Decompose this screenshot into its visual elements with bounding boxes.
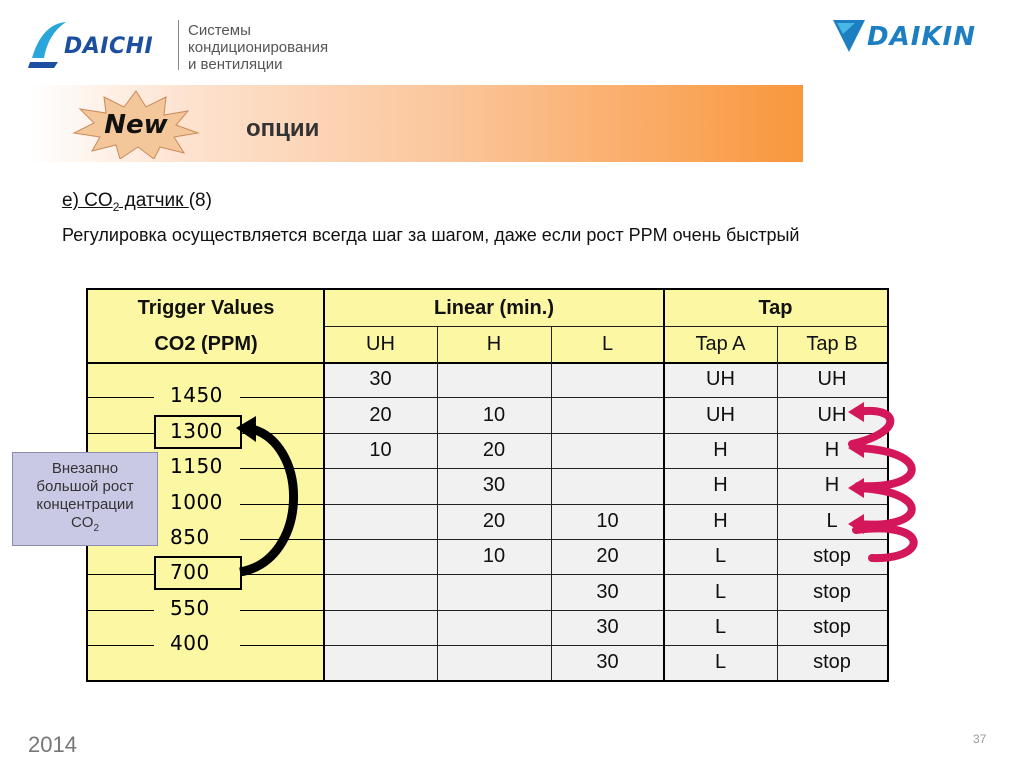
callout-line: Внезапно: [51, 460, 119, 477]
jump-arrow: [240, 428, 294, 572]
ppm-value: 700: [170, 560, 210, 585]
subheader-uh: UH: [324, 326, 437, 362]
table-cell: UH: [817, 368, 847, 391]
table-cell: 10: [369, 438, 392, 461]
table-cell: H: [824, 474, 840, 497]
table-cell: 20: [596, 545, 619, 568]
table-cell: L: [714, 651, 727, 674]
table-cell: stop: [813, 580, 851, 603]
daichi-wordmark: DAICHI: [64, 34, 154, 59]
table-cell: 10: [482, 545, 506, 568]
table-cell: L: [826, 509, 838, 532]
table-cell: 30: [596, 651, 619, 674]
callout-line: концентрации: [36, 496, 134, 513]
banner-title: опции: [246, 115, 320, 142]
table-cell: UH: [706, 368, 735, 391]
table-cell: 20: [482, 509, 506, 532]
step-arrow-2: [856, 448, 912, 486]
table-cell: 10: [596, 509, 619, 532]
table-cell: 30: [596, 580, 619, 603]
callout-subscript: 2: [93, 523, 100, 534]
ppm-value: 850: [170, 525, 210, 549]
table-cell: UH: [706, 403, 735, 426]
table-cell: 30: [596, 615, 619, 638]
table-cell: stop: [813, 545, 851, 568]
badge-text: New: [104, 110, 168, 140]
table-cell: 20: [369, 403, 392, 426]
ppm-value: 1300: [170, 418, 223, 443]
table-cell: 20: [482, 438, 506, 461]
callout-line: большой рост: [36, 478, 134, 495]
subheader-h: H: [437, 326, 551, 362]
linear-header: Linear (min.): [324, 290, 664, 326]
table-cell: stop: [813, 651, 851, 674]
page-number: 37: [973, 732, 987, 746]
table-cell: UH: [817, 403, 847, 426]
heading-prefix: e) CO: [62, 190, 113, 211]
ppm-value: 1000: [170, 489, 223, 514]
tagline-line: и вентиляции: [188, 56, 283, 73]
footer-year: 2014: [28, 732, 77, 757]
table-cell: H: [713, 438, 728, 461]
daikin-wordmark: DAIKIN: [867, 22, 976, 52]
callout-co: CO: [70, 514, 94, 531]
heading-suffix: датчик: [119, 190, 189, 211]
table-cell: 30: [482, 474, 506, 497]
step-arrow-head: [848, 478, 864, 498]
section-description: Регулировка осуществляется всегда шаг за шагом, даже если рост PPM очень быстрый: [62, 225, 800, 245]
subheader-l: L: [551, 326, 664, 362]
subheader-tap-b: Tap B: [777, 326, 887, 362]
ppm-value: 1450: [170, 383, 223, 408]
table-cell: L: [714, 545, 727, 568]
table-cell: H: [713, 474, 728, 497]
table-cell: 30: [369, 368, 392, 391]
subheader-tap-a: Tap A: [664, 326, 777, 362]
table-cell: H: [713, 509, 728, 532]
table-cell: stop: [813, 615, 851, 638]
tagline-line: Системы: [188, 22, 251, 39]
heading-count: (8): [188, 190, 212, 211]
ppm-value: 400: [170, 631, 210, 656]
step-arrow-head: [848, 402, 864, 422]
heading-subscript: 2: [112, 199, 120, 214]
step-arrow-4: [856, 528, 914, 558]
table-cell: L: [714, 580, 727, 603]
table-cell: 10: [482, 403, 506, 426]
tagline-line: кондиционирования: [188, 39, 329, 56]
table-cell: L: [714, 615, 727, 638]
tap-header: Tap: [664, 290, 887, 326]
ppm-value: 1150: [170, 454, 223, 479]
trigger-header-line: Trigger Values: [137, 297, 275, 319]
ppm-value: 550: [170, 595, 210, 620]
trigger-header-line: CO2 (PPM): [154, 333, 258, 355]
table-cell: H: [824, 438, 840, 461]
jump-arrow-head: [236, 416, 256, 442]
step-arrow-3: [856, 488, 912, 525]
